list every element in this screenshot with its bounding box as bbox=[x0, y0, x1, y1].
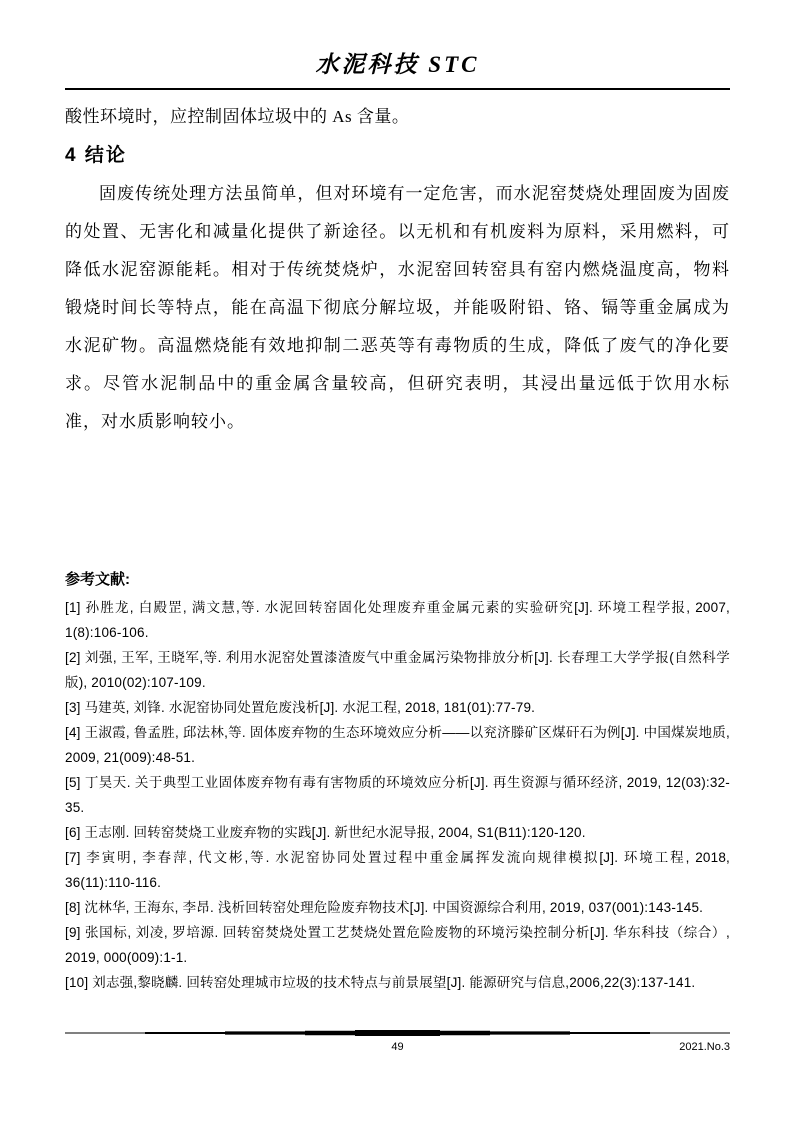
references-list bbox=[65, 595, 730, 995]
page-content bbox=[65, 0, 730, 995]
reference-item: [7] 李寅明, 李春萍, 代文彬,等. 水泥窑协同处置过程中重金属挥发流向规律模拟[J]. 环境工程, 2018, 36(11):110-116. bbox=[65, 850, 730, 890]
footer-row bbox=[65, 1039, 730, 1055]
reference-item: [8] 沈林华, 王海东, 李昂. 浅析回转窑处理危险废弃物技术[J]. 中国资源综合利用, 2019, 037(001):143-145. bbox=[65, 900, 704, 915]
reference-item: [5] 丁昊天. 关于典型工业固体废弃物有毒有害物质的环境效应分析[J]. 再生资源与循环经济, 2019, 12(03):32-35. bbox=[65, 775, 730, 815]
footer-decorative-rule bbox=[65, 1029, 730, 1037]
reference-item: [2] 刘强, 王军, 王晓军,等. 利用水泥窑处置漆渣废气中重金属污染物排放分析[J]. 长春理工大学学报(自然科学版), 2010(02):107-109. bbox=[65, 650, 730, 690]
header-rule bbox=[65, 88, 730, 90]
references-heading: 参考文献: bbox=[65, 571, 130, 588]
reference-item: [9] 张国标, 刘凌, 罗培源. 回转窑焚烧处置工艺焚烧处置危险废物的环境污染控制分析[J]. 华东科技（综合）, 2019, 000(009):1-1. bbox=[65, 925, 730, 965]
reference-item: [3] 马建英, 刘锋. 水泥窑协同处置危废浅析[J]. 水泥工程, 2018, 181(01):77-79. bbox=[65, 700, 536, 715]
reference-item: [6] 王志刚. 回转窑焚烧工业废弃物的实践[J]. 新世纪水泥导报, 2004, S1(B11):120-120. bbox=[65, 825, 586, 840]
reference-item: [4] 王淑霞, 鲁孟胜, 邱法林,等. 固体废弃物的生态环境效应分析——以兖济滕矿区煤矸石为例[J]. 中国煤炭地质, 2009, 21(009):48-51. bbox=[65, 725, 730, 765]
conclusion-paragraph: 固废传统处理方法虽简单，但对环境有一定危害，而水泥窑焚烧处理固废为固废的处置、无害化和减量化提供了新途径。以无机和有机废料为原料，采用燃料，可降低水泥窑源能耗。相对于传统焚烧炉，水泥窑回转窑具有窑内燃烧温度高，物料锻烧时间长等特点，能在高温下彻底分解垃圾，并能吸附铅、铬、镉等重金属成为水泥矿物。高温燃烧能有效地抑制二恶英等有毒物质的生成，降低了废气的净化要求。尽管水泥制品中的重金属含量较高，但研究表明，其浸出量远低于饮用水标准，对水质影响较小。 bbox=[65, 184, 730, 431]
reference-item: [1] 孙胜龙, 白殿罡, 满文慧,等. 水泥回转窑固化处理废弃重金属元素的实验研究[J]. 环境工程学报, 2007, 1(8):106-106. bbox=[65, 600, 730, 640]
issue-label: 2021.No.3 bbox=[679, 1041, 730, 1053]
page-number: 49 bbox=[391, 1041, 404, 1053]
lead-sentence: 酸性环境时，应控制固体垃圾中的 As 含量。 bbox=[65, 107, 410, 126]
page-footer bbox=[65, 1029, 730, 1055]
journal-header-title: 水泥科技 STC bbox=[315, 52, 480, 77]
section-heading-conclusion: 4 结论 bbox=[65, 145, 127, 166]
reference-item: [10] 刘志强,黎晓麟. 回转窑处理城市垃圾的技术特点与前景展望[J]. 能源研究与信息,2006,22(3):137-141. bbox=[65, 975, 696, 990]
